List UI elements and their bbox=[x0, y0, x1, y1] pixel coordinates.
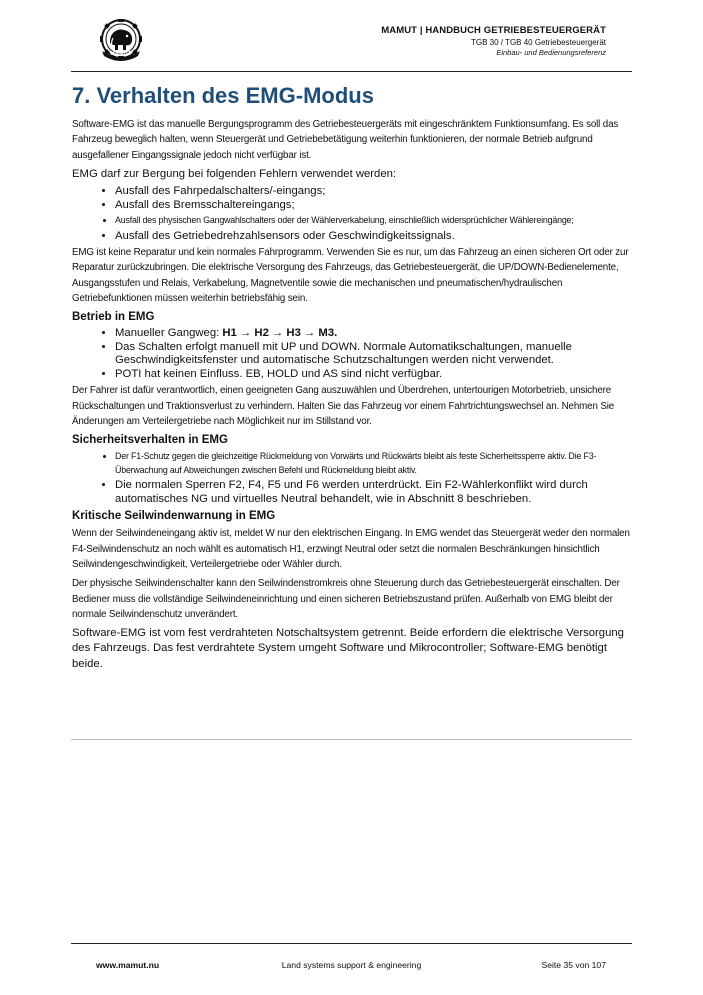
winch-paragraph-2: Der physische Seilwindenschalter kann den Seilwindenstromkreis ohne Steuerung durch das Getriebesteuergerät einschalten. Der Bediener muss die vollständige Seilwindeneinrichtung und einen sicheren Betriebszustand prüfen. Außerhalb von EMG bleibt der normale Seilwindenschutz unverändert. bbox=[72, 578, 620, 620]
list-item: • POTI hat keinen Einfluss. EB, HOLD und AS sind nicht verfügbar. bbox=[115, 368, 634, 382]
list-item: • Ausfall des Bremsschaltereingangs; bbox=[115, 199, 634, 213]
list-item: • Der F1-Schutz gegen die gleichzeitige Rückmeldung von Vorwärts und Rückwärts bleibt als feste Sicherheitssperre aktiv. Die F3-Überwachung auf Abweichungen zwischen Befehl und Rückmeldung bleibt aktiv. bbox=[115, 450, 634, 477]
header-subtitle: TGB 30 / TGB 40 Getriebesteuergerät bbox=[470, 38, 606, 47]
logo-text: MAMUT bbox=[110, 51, 132, 57]
footer-website-link[interactable]: www.mamut.nu bbox=[96, 960, 160, 970]
header-title: MAMUT | HANDBUCH GETRIEBESTEUERGERÄT bbox=[381, 25, 606, 36]
page-header bbox=[381, 24, 606, 58]
header-divider bbox=[71, 71, 632, 72]
list-item: • Ausfall des Fahrpedalschalters/-eingangs; bbox=[115, 185, 634, 199]
operation-heading: Betrieb in EMG bbox=[72, 311, 155, 324]
list-item: • Ausfall des Getriebedrehzahlsensors oder Geschwindigkeitssignals. bbox=[115, 230, 634, 244]
not-repair-paragraph: EMG ist keine Reparatur und kein normales Fahrprogramm. Verwenden Sie es nur, um das Fahrzeug an einen sicheren Ort oder zur Reparatur zurückzubringen. Die elektrische Versorgung des Fahrzeugs, das Getriebesteuergerät, die UP/DOWN-Bedienelemente, Ausgangsstufen und Relais, Verkabelung, Magnetventile sowie die mechanischen und pneumatischen/hydraulischen Getriebefunktionen müssen weiterhin betriebsfähig sein. bbox=[72, 247, 629, 305]
list-item: • Ausfall des physischen Gangwahlschalters oder der Wählerverkabelung, einschließlich widersprüchlicher Wählereingänge; bbox=[115, 214, 634, 228]
safety-list bbox=[72, 450, 634, 506]
page-content bbox=[72, 82, 634, 676]
list-item bbox=[115, 327, 634, 341]
safety-heading: Sicherheitsverhalten in EMG bbox=[72, 434, 228, 447]
content-divider bbox=[71, 739, 632, 740]
footer-tagline: Land systems support & engineering bbox=[281, 960, 422, 970]
footer-divider bbox=[71, 943, 632, 944]
header-subtitle-2: Einbau- und Bedienungsreferenz bbox=[496, 48, 606, 57]
driver-note-paragraph: Der Fahrer ist dafür verantwortlich, einen geeigneten Gang auszuwählen und Überdrehen, untertourigen Motorbetrieb, unsichere Rückschaltungen und Traktionsverlust zu verhindern. Halten Sie das Fahrzeug vor einem Fahrtrichtungswechsel an. Nehmen Sie Änderungen am Verteilergetriebe nach Möglichkeit nur im Stillstand vor. bbox=[72, 385, 615, 427]
operation-list bbox=[72, 327, 634, 381]
section-title: 7. Verhalten des EMG-Modus bbox=[72, 83, 374, 108]
list-item: • Die normalen Sperren F2, F4, F5 und F6 werden unterdrückt. Ein F2-Wählerkonflikt wird durch automatisches NG und virtuelles Neutral behandelt, wie in Abschnitt 8 beschrieben. bbox=[115, 479, 634, 506]
gear-path-label: Manueller Gangweg: bbox=[115, 327, 223, 340]
faults-lead: EMG darf zur Bergung bei folgenden Fehlern verwendet werden: bbox=[72, 167, 397, 180]
footer-page-number: Seite 35 von 107 bbox=[541, 960, 606, 970]
winch-paragraph-1: Wenn der Seilwindeneingang aktiv ist, meldet W nur den elektrischen Eingang. In EMG wendet das Steuergerät weder den normalen F4-Seilwindenschutz an noch wählt es automatisch H1, erzwingt Neutral oder setzt die normalen Beschränkungen hinsichtlich Seilwindengeschwindigkeit, Verteilergetriebe oder Wähler durch. bbox=[72, 528, 630, 571]
winch-heading: Kritische Seilwindenwarnung in EMG bbox=[72, 510, 276, 523]
winch-paragraph-3: Software-EMG ist vom fest verdrahteten Notschaltsystem getrennt. Beide erfordern die elektrische Versorgung des Fahrzeugs. Das fest verdrahtete System umgeht Software und Mikrocontroller; Software-EMG benötigt beide. bbox=[72, 627, 624, 670]
intro-paragraph: Software-EMG ist das manuelle Bergungsprogramm des Getriebesteuergeräts mit eingeschränktem Funktionsumfang. Es soll das Fahrzeug beweglich halten, wenn Steuergerät und Getriebebetätigung weiterhin funktionieren, der normale Betrieb aufgrund ausgefallener Eingangssignale jedoch nicht verfügbar ist. bbox=[72, 119, 619, 161]
faults-list bbox=[72, 185, 634, 243]
gear-path-value: H1 → H2 → H3 → M3. bbox=[222, 327, 338, 340]
list-item: • Das Schalten erfolgt manuell mit UP und DOWN. Normale Automatikschaltungen, manuelle Geschwindigkeitsfenster und automatische Schutzschaltungen werden nicht verwendet. bbox=[115, 341, 634, 368]
